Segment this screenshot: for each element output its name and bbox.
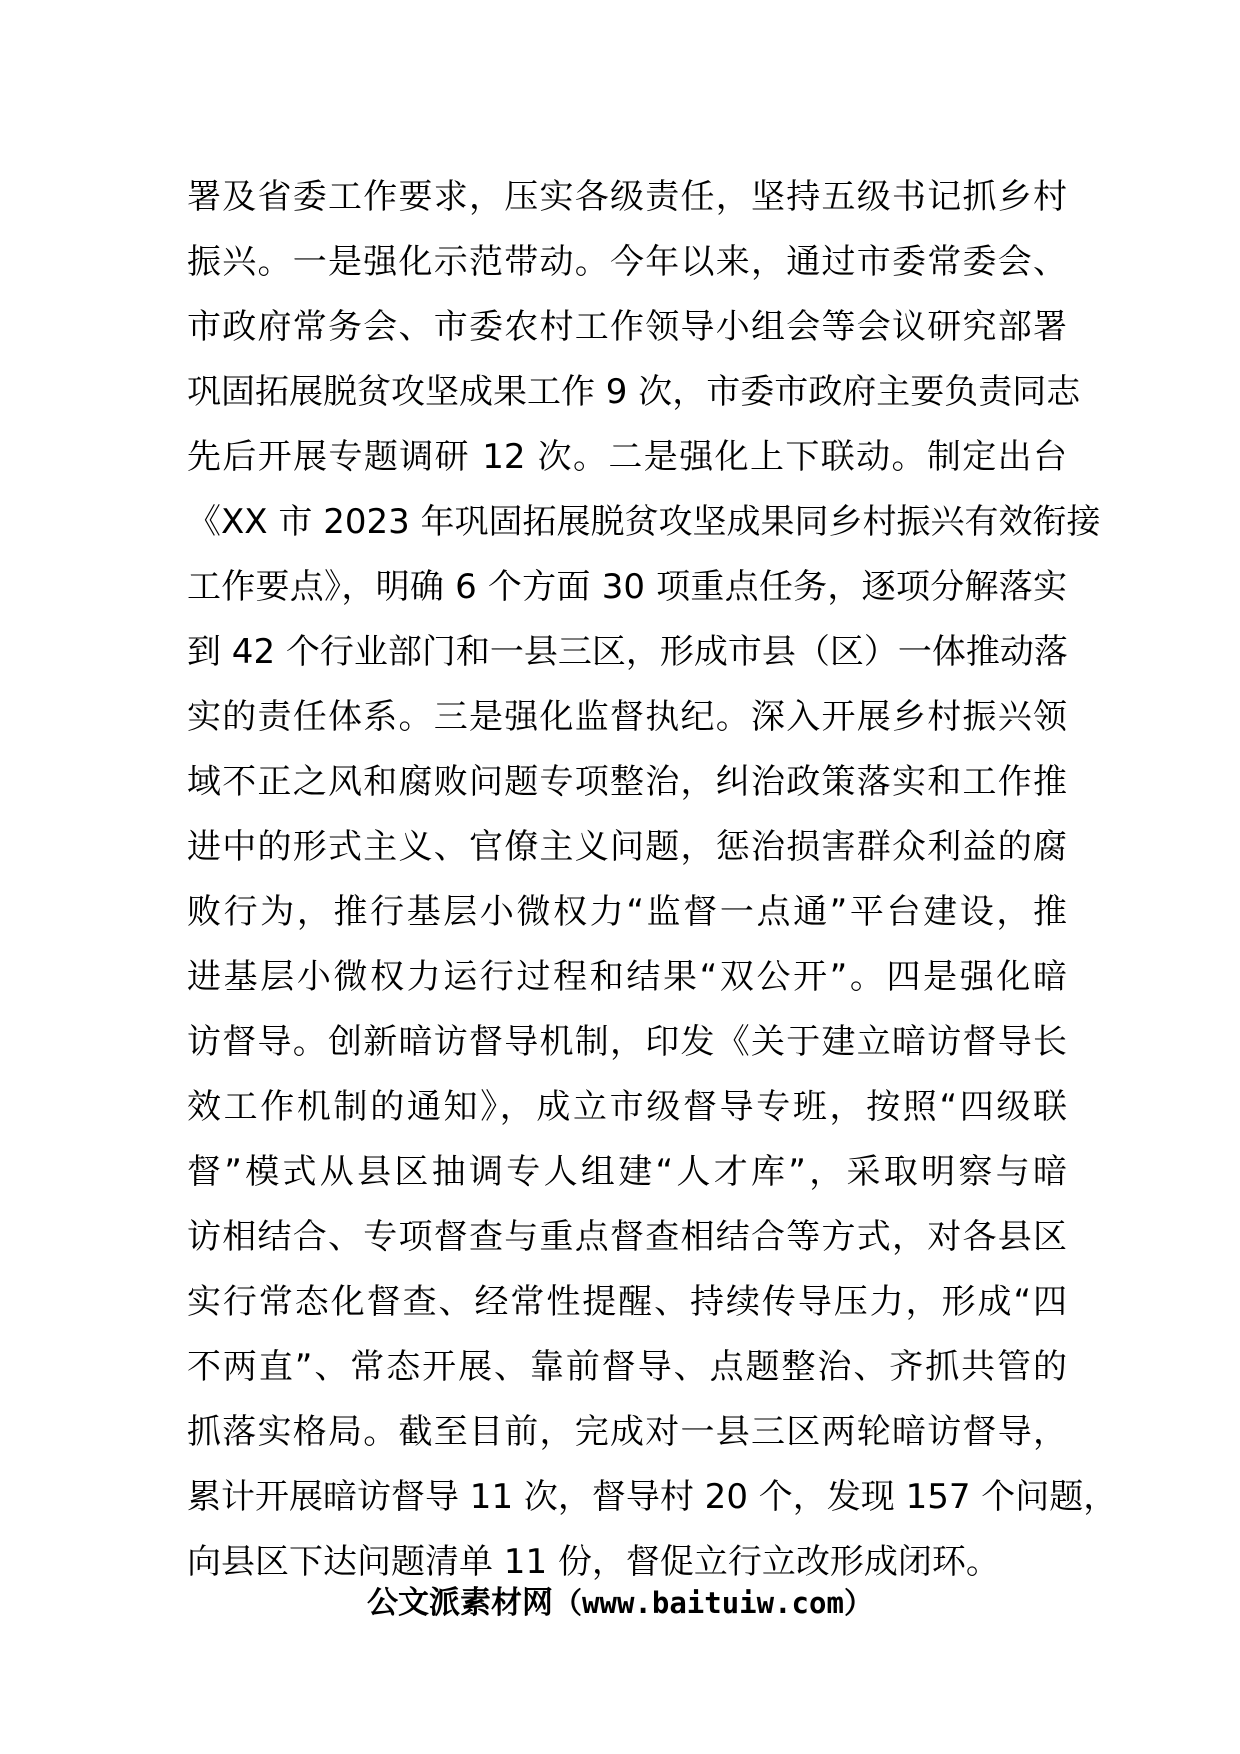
text-line: 不两直”、常态开展、靠前督导、点题整治、齐抓共管的 bbox=[187, 1347, 1067, 1387]
text-line: 效工作机制的通知》，成立市级督导专班，按照“四级联 bbox=[187, 1087, 1067, 1127]
document-body bbox=[187, 165, 1118, 1595]
text-line: 进中的形式主义、官僚主义问题，惩治损害群众利益的腐 bbox=[187, 827, 1067, 867]
text-line: 进基层小微权力运行过程和结果“双公开”。四是强化暗 bbox=[187, 957, 1067, 997]
text-line: 市政府常务会、市委农村工作领导小组会等会议研究部署 bbox=[187, 307, 1067, 347]
text-line: 振兴。一是强化示范带动。今年以来，通过市委常委会、 bbox=[187, 242, 1067, 282]
text-line: 向县区下达问题清单 11 份，督促立行立改形成闭环。 bbox=[187, 1542, 1000, 1582]
text-line: 先后开展专题调研 12 次。二是强化上下联动。制定出台 bbox=[187, 437, 1067, 477]
text-line: 到 42 个行业部门和一县三区，形成市县（区）一体推动落 bbox=[187, 632, 1068, 672]
text-line: 访督导。创新暗访督导机制，印发《关于建立暗访督导长 bbox=[187, 1022, 1067, 1062]
text-line: 《XX 市 2023 年巩固拓展脱贫攻坚成果同乡村振兴有效衔接 bbox=[187, 502, 1101, 542]
text-line: 域不正之风和腐败问题专项整治，纠治政策落实和工作推 bbox=[187, 762, 1067, 802]
text-line: 署及省委工作要求，压实各级责任，坚持五级书记抓乡村 bbox=[187, 177, 1067, 217]
text-line: 工作要点》，明确 6 个方面 30 项重点任务，逐项分解落实 bbox=[187, 567, 1067, 607]
text-line: 败行为，推行基层小微权力“监督一点通”平台建设，推 bbox=[187, 892, 1067, 932]
text-line: 实的责任体系。三是强化监督执纪。深入开展乡村振兴领 bbox=[187, 697, 1067, 737]
text-line: 实行常态化督查、经常性提醒、持续传导压力，形成“四 bbox=[187, 1282, 1067, 1322]
text-line: 督”模式从县区抽调专人组建“人才库”，采取明察与暗 bbox=[187, 1152, 1067, 1192]
footer-url: （www.baituiw.com） bbox=[553, 1586, 873, 1620]
text-line: 巩固拓展脱贫攻坚成果工作 9 次，市委市政府主要负责同志 bbox=[187, 372, 1081, 412]
text-line: 抓落实格局。截至目前，完成对一县三区两轮暗访督导， bbox=[187, 1412, 1067, 1452]
text-line: 访相结合、专项督查与重点督查相结合等方式，对各县区 bbox=[187, 1217, 1067, 1257]
footer-watermark bbox=[0, 1578, 1240, 1628]
text-line: 累计开展暗访督导 11 次，督导村 20 个，发现 157 个问题， bbox=[187, 1477, 1118, 1517]
footer-site-name: 公文派素材网 bbox=[367, 1585, 554, 1621]
